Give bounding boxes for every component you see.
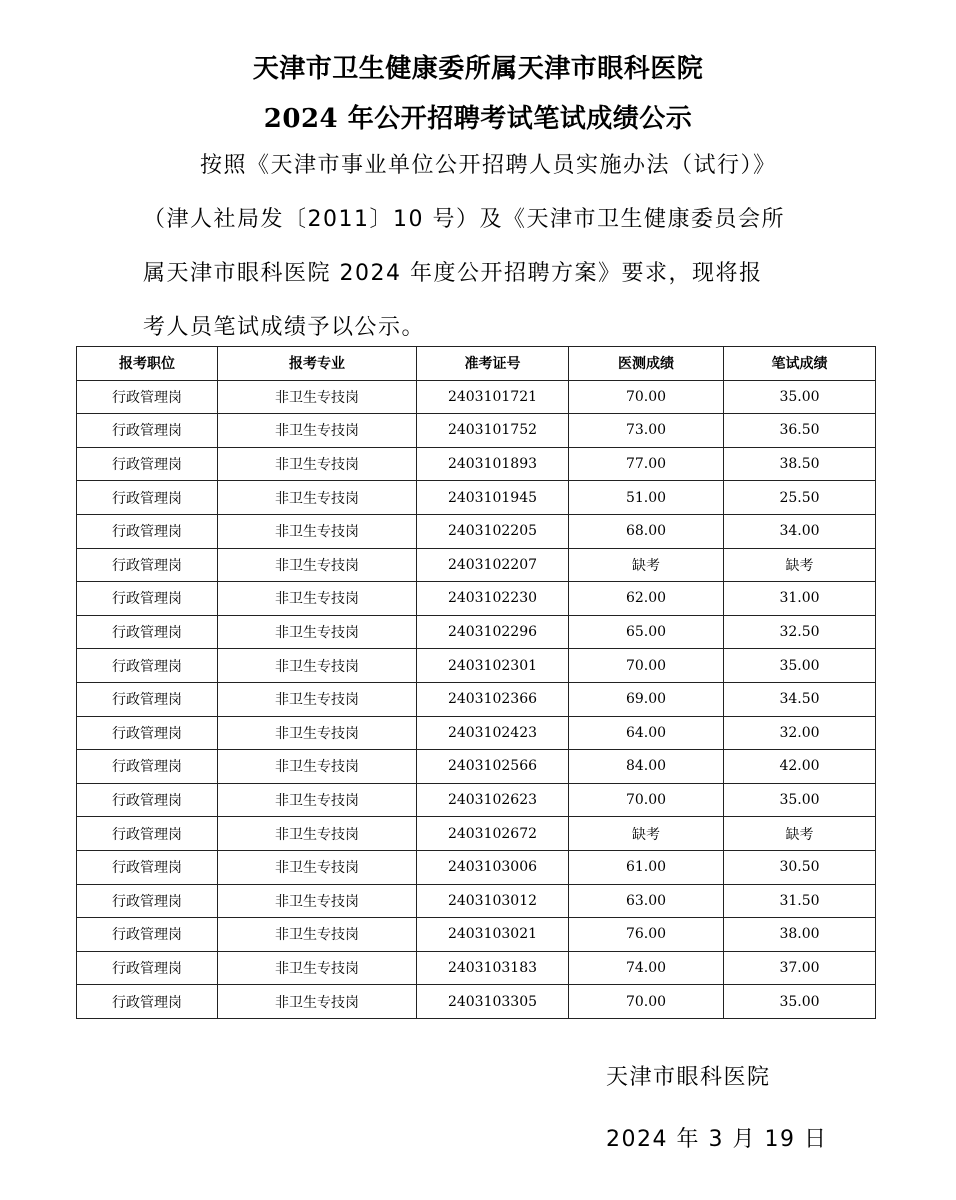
cell-exam-id: 2403102230 xyxy=(417,582,569,616)
cell-specialty: 非卫生专技岗 xyxy=(218,850,417,884)
header-exam-id: 准考证号 xyxy=(417,347,569,381)
cell-specialty: 非卫生专技岗 xyxy=(218,414,417,448)
table-row xyxy=(77,682,876,716)
table-row xyxy=(77,716,876,750)
cell-exam-id: 2403101945 xyxy=(417,481,569,515)
cell-position: 行政管理岗 xyxy=(77,380,218,414)
cell-specialty: 非卫生专技岗 xyxy=(218,615,417,649)
cell-specialty: 非卫生专技岗 xyxy=(218,548,417,582)
document-title-line-1: 天津市卫生健康委所属天津市眼科医院 xyxy=(252,54,704,84)
cell-specialty: 非卫生专技岗 xyxy=(218,380,417,414)
cell-position: 行政管理岗 xyxy=(77,817,218,851)
cell-exam-id: 2403101893 xyxy=(417,447,569,481)
cell-specialty: 非卫生专技岗 xyxy=(218,649,417,683)
cell-written-score: 36.50 xyxy=(724,414,876,448)
cell-position: 行政管理岗 xyxy=(77,716,218,750)
cell-written-score: 35.00 xyxy=(724,380,876,414)
cell-medical-score: 70.00 xyxy=(569,783,724,817)
cell-specialty: 非卫生专技岗 xyxy=(218,447,417,481)
cell-written-score: 25.50 xyxy=(724,481,876,515)
cell-position: 行政管理岗 xyxy=(77,850,218,884)
header-written-score: 笔试成绩 xyxy=(724,347,876,381)
header-medical-score: 医测成绩 xyxy=(569,347,724,381)
cell-position: 行政管理岗 xyxy=(77,985,218,1019)
table-row xyxy=(77,783,876,817)
cell-written-score: 32.00 xyxy=(724,716,876,750)
cell-specialty: 非卫生专技岗 xyxy=(218,783,417,817)
cell-written-score: 38.00 xyxy=(724,918,876,952)
cell-medical-score: 65.00 xyxy=(569,615,724,649)
cell-specialty: 非卫生专技岗 xyxy=(218,817,417,851)
cell-exam-id: 2403102423 xyxy=(417,716,569,750)
cell-written-score: 缺考 xyxy=(724,817,876,851)
cell-exam-id: 2403102672 xyxy=(417,817,569,851)
table-row xyxy=(77,649,876,683)
cell-exam-id: 2403102366 xyxy=(417,682,569,716)
cell-written-score: 30.50 xyxy=(724,850,876,884)
table-row xyxy=(77,380,876,414)
table-row xyxy=(77,817,876,851)
cell-medical-score: 63.00 xyxy=(569,884,724,918)
cell-written-score: 35.00 xyxy=(724,783,876,817)
table-row xyxy=(77,918,876,952)
cell-written-score: 31.50 xyxy=(724,884,876,918)
cell-medical-score: 70.00 xyxy=(569,649,724,683)
cell-specialty: 非卫生专技岗 xyxy=(218,951,417,985)
scores-table xyxy=(76,346,876,1019)
cell-exam-id: 2403103006 xyxy=(417,850,569,884)
cell-written-score: 31.00 xyxy=(724,582,876,616)
cell-exam-id: 2403102207 xyxy=(417,548,569,582)
table-row xyxy=(77,481,876,515)
cell-position: 行政管理岗 xyxy=(77,447,218,481)
cell-written-score: 34.50 xyxy=(724,682,876,716)
table-body xyxy=(77,380,876,1018)
table-row xyxy=(77,615,876,649)
cell-position: 行政管理岗 xyxy=(77,414,218,448)
cell-written-score: 缺考 xyxy=(724,548,876,582)
cell-exam-id: 2403103021 xyxy=(417,918,569,952)
cell-written-score: 35.00 xyxy=(724,649,876,683)
header-specialty: 报考专业 xyxy=(218,347,417,381)
cell-position: 行政管理岗 xyxy=(77,918,218,952)
intro-line: 按照《天津市事业单位公开招聘人员实施办法（试行）》 xyxy=(200,153,777,178)
cell-position: 行政管理岗 xyxy=(77,750,218,784)
cell-medical-score: 76.00 xyxy=(569,918,724,952)
cell-medical-score: 70.00 xyxy=(569,380,724,414)
cell-position: 行政管理岗 xyxy=(77,951,218,985)
cell-specialty: 非卫生专技岗 xyxy=(218,750,417,784)
cell-exam-id: 2403102205 xyxy=(417,514,569,548)
cell-position: 行政管理岗 xyxy=(77,514,218,548)
table-row xyxy=(77,447,876,481)
cell-medical-score: 缺考 xyxy=(569,817,724,851)
cell-medical-score: 62.00 xyxy=(569,582,724,616)
intro-line: 属天津市眼科医院 2024 年度公开招聘方案》要求，现将报 xyxy=(143,261,763,286)
cell-specialty: 非卫生专技岗 xyxy=(218,481,417,515)
cell-position: 行政管理岗 xyxy=(77,649,218,683)
cell-specialty: 非卫生专技岗 xyxy=(218,918,417,952)
table-row xyxy=(77,414,876,448)
cell-specialty: 非卫生专技岗 xyxy=(218,582,417,616)
table-header-row xyxy=(77,347,876,381)
table-row xyxy=(77,951,876,985)
document-title-line-2: 2024 年公开招聘考试笔试成绩公示 xyxy=(263,104,693,134)
cell-specialty: 非卫生专技岗 xyxy=(218,716,417,750)
cell-medical-score: 70.00 xyxy=(569,985,724,1019)
table-row xyxy=(77,750,876,784)
cell-medical-score: 84.00 xyxy=(569,750,724,784)
intro-line: （津人社局发〔2011〕10 号）及《天津市卫生健康委员会所 xyxy=(143,207,785,232)
cell-specialty: 非卫生专技岗 xyxy=(218,985,417,1019)
cell-position: 行政管理岗 xyxy=(77,884,218,918)
cell-medical-score: 73.00 xyxy=(569,414,724,448)
cell-specialty: 非卫生专技岗 xyxy=(218,884,417,918)
cell-medical-score: 64.00 xyxy=(569,716,724,750)
signing-organization: 天津市眼科医院 xyxy=(606,1065,771,1090)
cell-exam-id: 2403103183 xyxy=(417,951,569,985)
cell-position: 行政管理岗 xyxy=(77,548,218,582)
table-row xyxy=(77,548,876,582)
cell-exam-id: 2403103012 xyxy=(417,884,569,918)
cell-medical-score: 61.00 xyxy=(569,850,724,884)
cell-written-score: 38.50 xyxy=(724,447,876,481)
cell-medical-score: 68.00 xyxy=(569,514,724,548)
cell-exam-id: 2403101721 xyxy=(417,380,569,414)
cell-written-score: 32.50 xyxy=(724,615,876,649)
cell-exam-id: 2403103305 xyxy=(417,985,569,1019)
cell-position: 行政管理岗 xyxy=(77,582,218,616)
cell-position: 行政管理岗 xyxy=(77,682,218,716)
table-row xyxy=(77,985,876,1019)
cell-medical-score: 74.00 xyxy=(569,951,724,985)
signing-date: 2024 年 3 月 19 日 xyxy=(606,1127,828,1152)
cell-medical-score: 69.00 xyxy=(569,682,724,716)
cell-medical-score: 缺考 xyxy=(569,548,724,582)
cell-medical-score: 77.00 xyxy=(569,447,724,481)
cell-specialty: 非卫生专技岗 xyxy=(218,682,417,716)
table-row xyxy=(77,514,876,548)
cell-position: 行政管理岗 xyxy=(77,481,218,515)
cell-position: 行政管理岗 xyxy=(77,783,218,817)
intro-line: 考人员笔试成绩予以公示。 xyxy=(143,315,426,340)
cell-exam-id: 2403102566 xyxy=(417,750,569,784)
cell-written-score: 37.00 xyxy=(724,951,876,985)
intro-paragraph xyxy=(143,139,823,355)
cell-exam-id: 2403102623 xyxy=(417,783,569,817)
cell-medical-score: 51.00 xyxy=(569,481,724,515)
table-row xyxy=(77,850,876,884)
cell-exam-id: 2403102301 xyxy=(417,649,569,683)
cell-written-score: 42.00 xyxy=(724,750,876,784)
header-position: 报考职位 xyxy=(77,347,218,381)
cell-position: 行政管理岗 xyxy=(77,615,218,649)
table-row xyxy=(77,582,876,616)
table-row xyxy=(77,884,876,918)
cell-exam-id: 2403101752 xyxy=(417,414,569,448)
cell-written-score: 34.00 xyxy=(724,514,876,548)
cell-written-score: 35.00 xyxy=(724,985,876,1019)
cell-exam-id: 2403102296 xyxy=(417,615,569,649)
cell-specialty: 非卫生专技岗 xyxy=(218,514,417,548)
